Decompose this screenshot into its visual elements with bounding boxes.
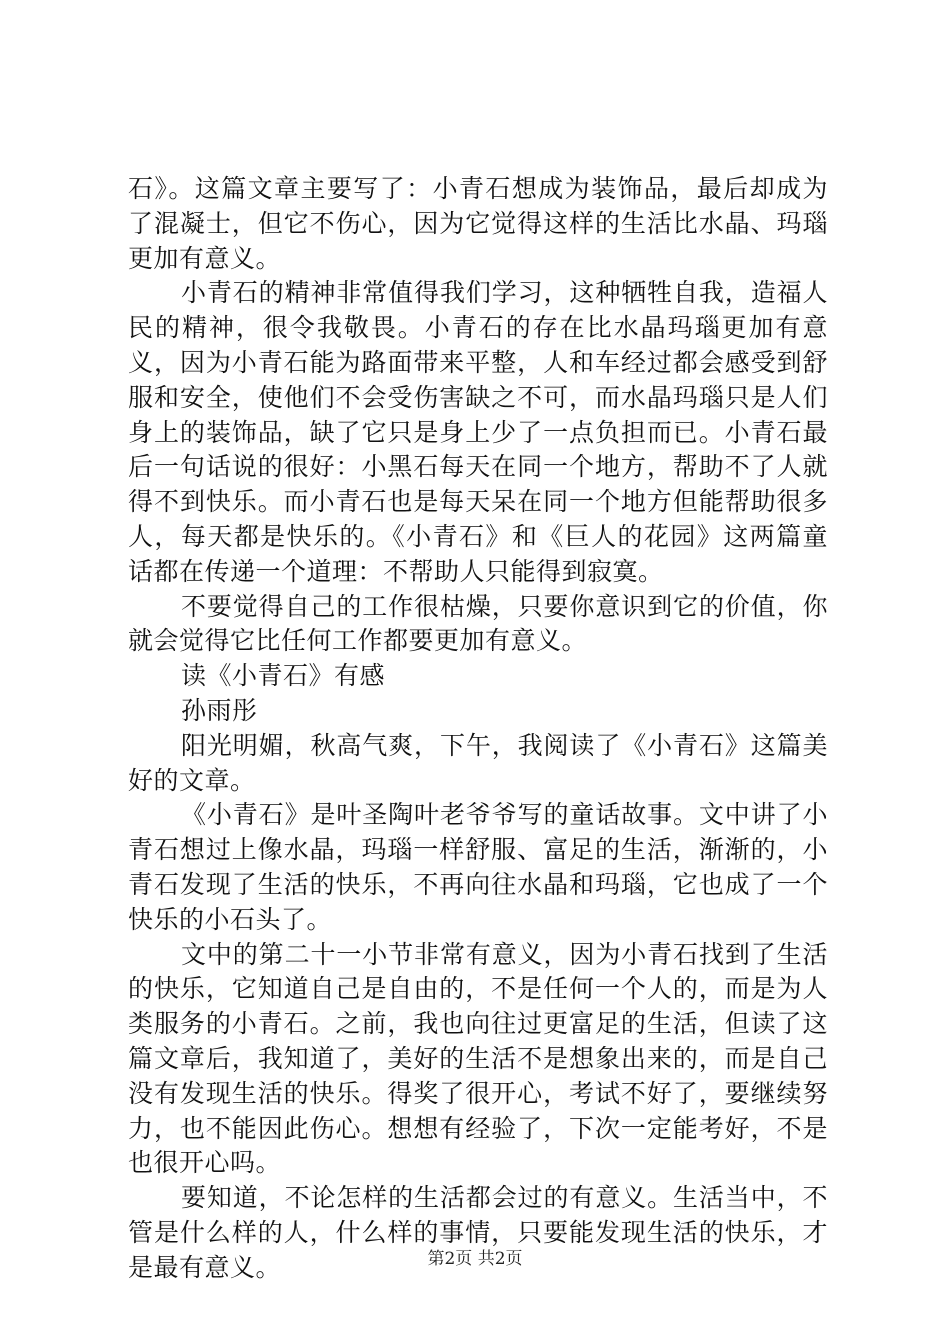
document-body <box>128 172 828 1286</box>
paragraph: 要知道，不论怎样的生活都会过的有意义。生活当中，不管是什么样的人，什么样的事情，只要能发现生活的快乐，才是最有意义。 <box>128 1183 828 1282</box>
paragraph-continuation: 石》。这篇文章主要写了：小青石想成为装饰品，最后却成为了混凝士，但它不伤心，因为它觉得这样的生活比水晶、玛瑙更加有意义。 <box>128 174 828 273</box>
paragraph: 文中的第二十一小节非常有意义，因为小青石找到了生活的快乐，它知道自己是自由的，不是任何一个人的，而是为人类服务的小青石。之前，我也向往过更富足的生活，但读了这篇文章后，我知道了，美好的生活不是想象出来的，而是自己没有发现生活的快乐。得奖了很开心，考试不好了，要继续努力，也不能因此伤心。想想有经验了，下次一定能考好，不是也很开心吗。 <box>128 939 828 1178</box>
paragraph: 不要觉得自己的工作很枯燥，只要你意识到它的价值，你就会觉得它比任何工作都要更加有意义。 <box>128 591 828 656</box>
essay-title: 读《小青石》有感 <box>181 661 386 691</box>
paragraph: 小青石的精神非常值得我们学习，这种牺牲自我，造福人民的精神，很令我敬畏。小青石的存在比水晶玛瑙更加有意义，因为小青石能为路面带来平整，人和车经过都会感受到舒服和安全，使他们不会受伤害缺之不可，而水晶玛瑙只是人们身上的装饰品，缺了它只是身上少了一点负担而已。小青石最后一句话说的很好：小黑石每天在同一个地方，帮助不了人就得不到快乐。而小青石也是每天呆在同一个地方但能帮助很多人，每天都是快乐的。《小青石》和《巨人的花园》这两篇童话都在传递一个道理：不帮助人只能得到寂寞。 <box>128 278 828 586</box>
paragraph: 阳光明媚，秋高气爽，下午，我阅读了《小青石》这篇美好的文章。 <box>128 730 828 795</box>
paragraph: 《小青石》是叶圣陶叶老爷爷写的童话故事。文中讲了小青石想过上像水晶，玛瑙一样舒服、富足的生活，渐渐的，小青石发现了生活的快乐，不再向往水晶和玛瑙，它也成了一个快乐的小石头了。 <box>128 800 828 934</box>
page-number-footer: 第2页 共2页 <box>427 1249 523 1269</box>
author-name: 孙雨彤 <box>181 695 258 725</box>
